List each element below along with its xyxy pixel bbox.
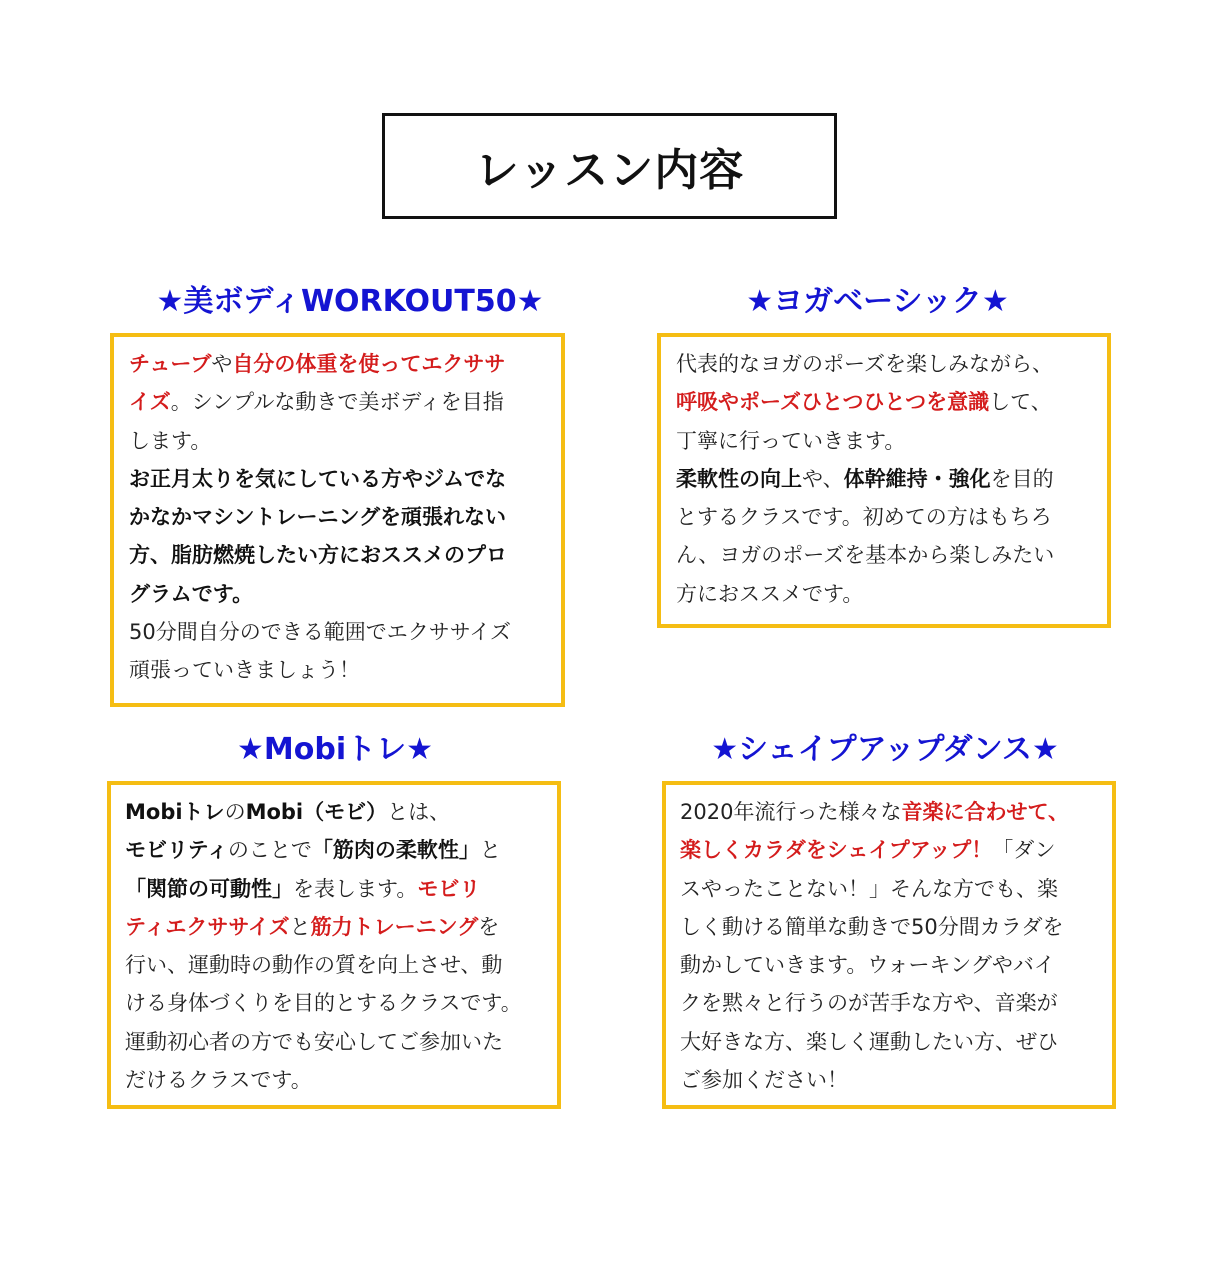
text-line <box>676 460 1054 498</box>
body-text: とは、 <box>387 800 451 824</box>
highlight-text: モビリ <box>417 876 481 901</box>
body-text: を目的 <box>990 466 1054 491</box>
body-text: して、 <box>989 390 1052 415</box>
text-line <box>125 793 522 831</box>
text-line <box>680 793 1069 831</box>
bold-text: Mobiトレ <box>125 800 225 824</box>
dance-text <box>680 793 1069 1099</box>
text-line: 方、脂肪燃焼したい方におススメのプロ <box>129 543 507 568</box>
body-text: と <box>479 838 501 863</box>
page-title: レッスン内容 <box>474 145 745 196</box>
body-text: や <box>211 352 233 376</box>
highlight-text: 自分の体重を使ってエクササ <box>232 352 506 376</box>
text-line: ご参加ください！ <box>680 1068 848 1093</box>
text-line <box>125 870 522 908</box>
highlight-text: 音楽に合わせて、 <box>901 800 1070 824</box>
text-line <box>125 831 522 869</box>
text-line: 方におススメです。 <box>676 581 864 606</box>
bold-text: Mobi（モビ） <box>245 800 388 824</box>
text-line <box>129 383 511 421</box>
text-line <box>125 908 522 946</box>
text-line: 動かしていきます。ウォーキングやバイ <box>680 953 1055 978</box>
bibody-heading: ★美ボディWORKOUT50★ <box>156 284 544 319</box>
text-line: スやったことない！」そんな方でも、楽 <box>680 876 1058 901</box>
mobi-heading: ★Mobiトレ★ <box>236 732 433 767</box>
text-line: 行い、運動時の動作の質を向上させ、動 <box>125 953 503 978</box>
highlight-text: 筋力トレーニング <box>310 914 479 939</box>
text-line: 50分間自分のできる範囲でエクササイズ <box>129 620 512 645</box>
text-line: 代表的なヨガのポーズを楽しみながら、 <box>676 352 1053 376</box>
text-line: しく動ける簡単な動きで50分間カラダを <box>680 914 1064 939</box>
text-line: 丁寧に行っていきます。 <box>676 428 906 453</box>
text-line: とするクラスです。初めての方はもちろ <box>676 505 1052 530</box>
text-line <box>129 345 511 383</box>
text-line: します。 <box>129 428 212 453</box>
bold-text: 体幹維持・強化 <box>843 466 991 491</box>
bold-text: 柔軟性の向上 <box>676 466 802 491</box>
text-line: 運動初心者の方でも安心してご参加いた <box>125 1029 503 1054</box>
bold-text: 「筋肉の柔軟性」 <box>311 838 480 863</box>
highlight-text: イズ <box>129 390 171 415</box>
text-line: かなかマシントレーニングを頑張れない <box>129 505 507 530</box>
text-line: お正月太りを気にしている方やジムでな <box>129 466 507 491</box>
text-line: グラムです。 <box>129 581 254 606</box>
yoga-heading: ★ヨガベーシック★ <box>746 284 1009 319</box>
bold-text: 「関節の可動性」 <box>125 876 293 901</box>
body-text: 。シンプルな動きで美ボディを目指 <box>170 390 504 415</box>
bibody-card <box>110 333 565 707</box>
text-line: 頑張っていきましょう！ <box>129 658 360 683</box>
page-title-box <box>382 113 837 219</box>
text-line: だけるクラスです。 <box>125 1068 312 1093</box>
body-text: 2020年流行った様々な <box>680 800 902 824</box>
body-text: を表します。 <box>293 876 418 901</box>
body-text: のことで <box>227 838 312 863</box>
highlight-text: 楽しくカラダをシェイプアップ！ <box>680 838 993 863</box>
text-line <box>676 383 1054 421</box>
text-line: クを黙々と行うのが苦手な方や、音楽が <box>680 991 1058 1016</box>
yoga-text <box>676 345 1054 613</box>
bibody-text <box>129 345 511 690</box>
body-text: を <box>478 914 500 939</box>
text-line <box>680 831 1069 869</box>
text-line: ん、ヨガのポーズを基本から楽しみたい <box>676 543 1055 568</box>
body-text: の <box>224 800 246 824</box>
body-text: と <box>289 914 311 939</box>
mobi-text <box>125 793 522 1099</box>
dance-heading: ★シェイプアップダンス★ <box>711 732 1059 767</box>
body-text: や、 <box>802 466 844 491</box>
highlight-text: チューブ <box>129 352 212 376</box>
text-line: 大好きな方、楽しく運動したい方、ぜひ <box>680 1029 1058 1054</box>
highlight-text: ティエクササイズ <box>125 914 290 939</box>
bold-text: モビリティ <box>125 838 228 863</box>
mobi-card <box>107 781 561 1109</box>
dance-card <box>662 781 1116 1109</box>
body-text: 「ダン <box>992 838 1056 863</box>
yoga-card <box>657 333 1111 628</box>
highlight-text: 呼吸やポーズひとつひとつを意識 <box>676 390 990 415</box>
text-line: ける身体づくりを目的とするクラスです。 <box>125 991 522 1016</box>
